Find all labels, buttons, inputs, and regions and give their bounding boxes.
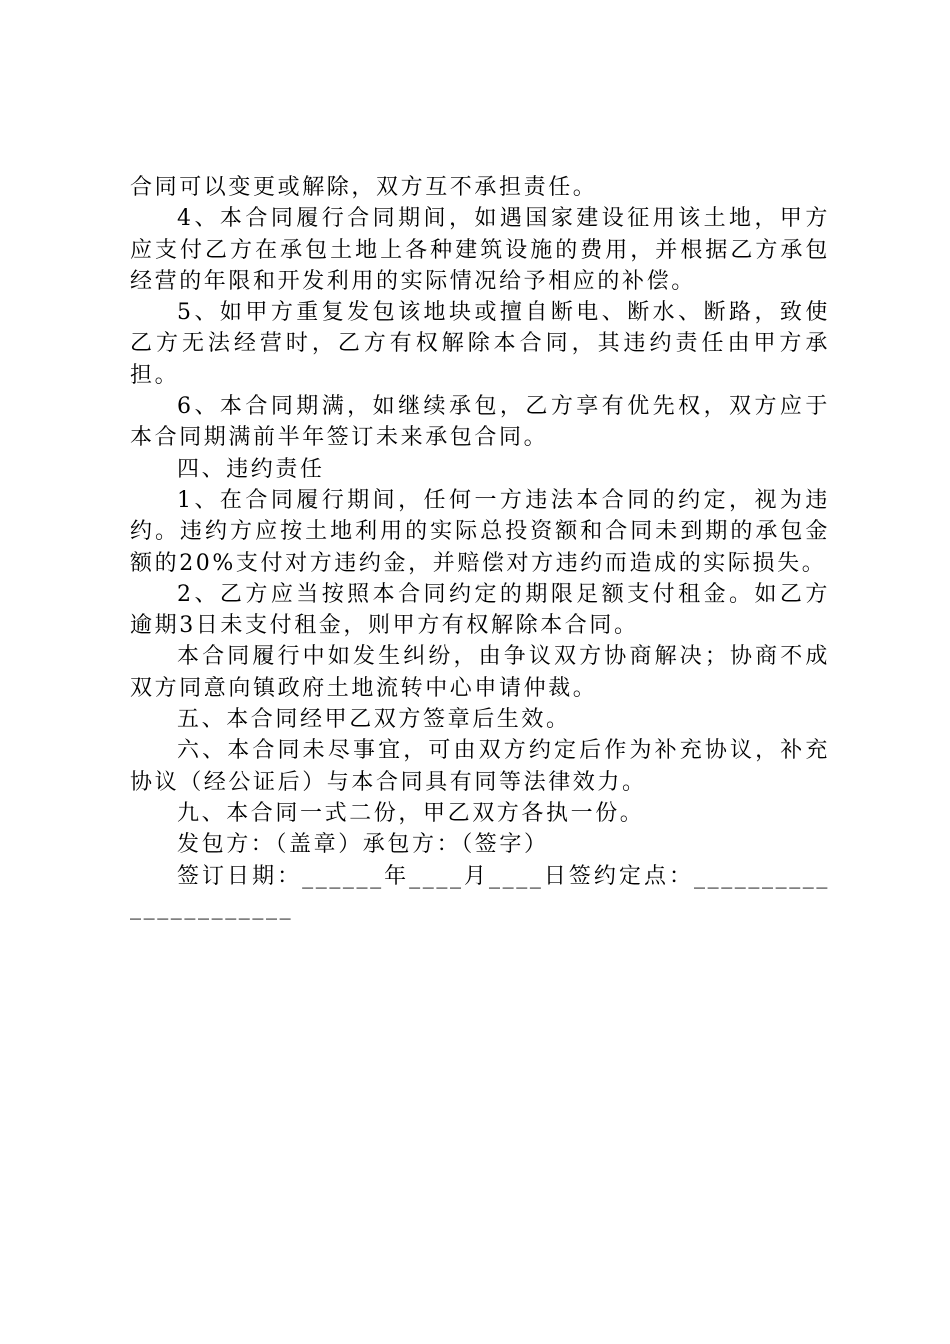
section-copies: 九、本合同一式二份，甲乙双方各执一份。 <box>177 800 645 826</box>
paragraph-continuation: 合同可以变更或解除，双方互不承担责任。 <box>130 175 598 200</box>
paragraph-breach-1: 1、在合同履行期间，任何一方违法本合同的约定，视为违约。违约方应按土地利用的实际总投资额和合同未到期的承包金额的20%支付对方违约金，并赔偿对方违约而造成的实际损失。 <box>130 487 830 576</box>
paragraph-clause-6: 6、本合同期满，如继续承包，乙方享有优先权，双方应于本合同期满前半年签订未来承包合同。 <box>130 394 830 451</box>
section-effective: 五、本合同经甲乙双方签章后生效。 <box>177 707 571 733</box>
signature-date-place: 签订日期：______年____月____日签约定点：______________________ <box>130 863 830 920</box>
paragraph-dispute: 本合同履行中如发生纠纷，由争议双方协商解决；协商不成双方同意向镇政府土地流转中心申请仲裁。 <box>130 644 830 701</box>
section-supplement: 六、本合同未尽事宜，可由双方约定后作为补充协议，补充协议（经公证后）与本合同具有同等法律效力。 <box>130 738 830 795</box>
section-heading-breach: 四、违约责任 <box>177 456 325 482</box>
paragraph-breach-2: 2、乙方应当按照本合同约定的期限足额支付租金。如乙方逾期3日未支付租金，则甲方有权解除本合同。 <box>130 581 830 639</box>
paragraph-clause-5: 5、如甲方重复发包该地块或擅自断电、断水、断路，致使乙方无法经营时，乙方有权解除本合同，其违约责任由甲方承担。 <box>130 300 830 388</box>
signature-parties: 发包方：（盖章）承包方：（签字） <box>177 832 549 858</box>
paragraph-clause-4: 4、本合同履行合同期间，如遇国家建设征用该土地，甲方应支付乙方在承包土地上各种建筑设施的费用，并根据乙方承包经营的年限和开发利用的实际情况给予相应的补偿。 <box>130 206 830 294</box>
contract-text <box>130 172 830 923</box>
